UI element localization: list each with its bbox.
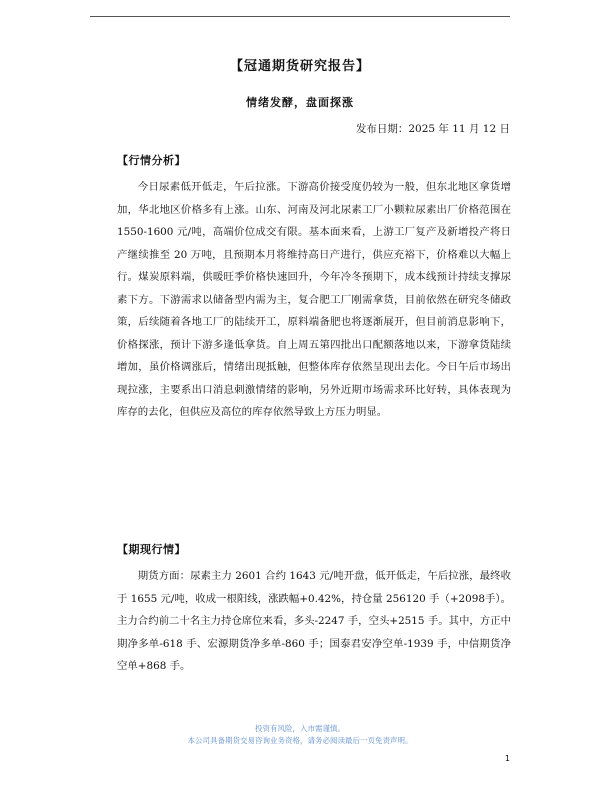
section-heading-futures-spot: 【期现行情】 (117, 543, 186, 556)
report-subtitle: 情绪发酵，盘面探涨 (246, 96, 354, 109)
futures-spot-paragraph: 期货方面：尿素主力 2601 合约 1643 元/吨开盘，低开低走，午后拉涨，最终收于 1655 元/吨，收成一根阳线，涨跌幅+0.42%，持仓量 256120 手（+2098手）。主力合约前二十名主力持仓席位来看，多头-2247 手，空头+2515 手。其中，方正中期净多单-618 手、宏源期货净多单-860 手；国泰君安净空单-1939 手，中信期货净空单+868 手。 (117, 570, 511, 672)
report-title: 【冠通期货研究报告】 (229, 59, 370, 74)
page-number: 1 (504, 754, 510, 763)
footer-qualification-notice: 本公司具备期货交易咨询业务资格，请务必阅读最后一页免责声明。 (187, 736, 413, 745)
header-rule (90, 16, 510, 17)
footer-risk-warning: 投资有风险，入市需谨慎。 (255, 724, 345, 733)
publish-date: 发布日期：2025 年 11 月 12 日 (355, 123, 510, 135)
footer-disclaimer (0, 723, 600, 747)
market-analysis-paragraph: 今日尿素低开低走，午后拉涨。下游高价接受度仍较为一般，但东北地区拿货增加，华北地区价格多有上涨。山东、河南及河北尿素工厂小颗粒尿素出厂价格范围在 1550-1600 元/吨，高端价位成交有限。基本面来看，上游工厂复产及新增投产将日产继续推至 20 万吨，且预期本月将维持高日产进行，供应充裕下，价格难以大幅上行。煤炭原料端，供暖旺季价格快速回升，今年冷冬预期下，成本线预计持续支撑尿素下方。下游需求以储备型内需为主，复合肥工厂刚需拿货，目前依然在研究冬储政策，后续随着各地工厂的陆续开工，原料端备肥也将逐渐展开，但目前消息影响下，价格探涨，预计下游多逢低拿货。自上周五第四批出口配额落地以来，下游拿货陆续增加，虽价格调涨后，情绪出现抵触，但整体库存依然呈现出去化。今日午后市场出现拉涨，主要系出口消息刺激情绪的影响，另外近期市场需求环比好转，具体表现为库存的去化，但供应及高位的库存依然导致上方压力明显。 (117, 181, 511, 418)
section-heading-market-analysis: 【行情分析】 (117, 154, 186, 167)
